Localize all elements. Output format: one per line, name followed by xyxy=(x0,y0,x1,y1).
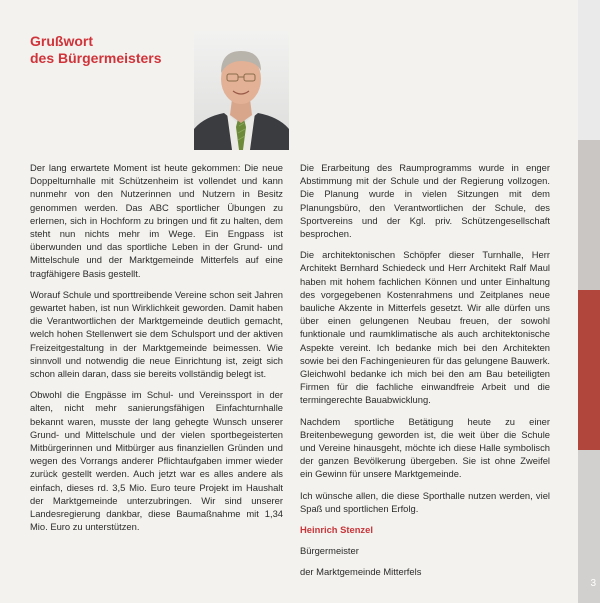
signature-role: Bürgermeister xyxy=(300,545,359,557)
paragraph-planning: Die Erarbeitung des Raumprogramms wurde in enger Abstimmung mit der Schule und der Regierung vollzogen. Die Planung wurde in vielen Sitzungen mit dem Planungsbüro, den Verantwortlichen der Schule, des Sportvereins und der Kgl. priv. Schützengesellschaft besprochen. xyxy=(300,162,550,240)
sidebar-block-gray-bottom xyxy=(578,450,600,603)
paragraph-architects: Die architektonischen Schöpfer dieser Turnhalle, Herr Architekt Bernhard Schiedeck und Herr Architekt Ralf Maul haben mit hohem fachlichen Können und unter Einhaltung des vorgegebenen Kostenrahmens und Zeitplanes neue bauliche Akzente in Mitterfels gesetzt. Wir alle dürfen uns über einen gelungenen Neubau freuen, der sowohl funktionale und raumklimatische als auch architektonische Aspekte vereint. Ich bedanke mich bei den Architekten sowie bei den Fachingenieuren für das gelungene Bauwerk. Gleichwohl bedanke ich mich bei den am Bau beteiligten Firmen für die fachliche einwandfreie Arbeit und die termingerechte Bauabwicklung. xyxy=(300,249,550,406)
title-line-2: des Bürgermeisters xyxy=(30,50,162,66)
left-column xyxy=(30,161,283,541)
signature-org: der Marktgemeinde Mitterfels xyxy=(300,566,422,578)
page-title xyxy=(30,33,162,67)
paragraph-intro: Der lang erwartete Moment ist heute gekommen: Die neue Doppelturnhalle mit Schützenheim ist vollendet und kann nunmehr von den Nutzerinnen und Nutzern in Besitz genommen werden. Das ABC sportlicher Übungen zu erlernen, sich in Hochform zu bringen und fit zu halten, dem steht nun nichts mehr im Wege. Ein Engpass ist überwunden und das sportliche Leben in der Grund- und Mittelschule und der Marktgemeinde Mitterfels auf eine tragfähigere Basis gestellt. xyxy=(30,162,283,279)
color-sidebar xyxy=(578,0,600,603)
sidebar-block-light xyxy=(578,0,600,140)
sidebar-block-gray xyxy=(578,140,600,290)
title-line-1: Grußwort xyxy=(30,33,93,49)
signature-name: Heinrich Stenzel xyxy=(300,524,373,536)
portrait-photo xyxy=(194,31,289,150)
paragraph-dedication: Nachdem sportliche Betätigung heute zu einer Breitenbewegung geworden ist, die weit über die Schule und Vereine hinausgeht, möchte ich diese Halle symbolisch der ganzen Bevölkerung übergeben. Sie ist ohne Zweifel ein Gewinn für unsere Marktgemeinde. xyxy=(300,415,550,480)
paragraph-funding: Obwohl die Engpässe im Schul- und Vereinssport in der alten, nicht mehr sanierungsfähigen Einfachturnhalle bekannt waren, musste der lang gehegte Wunsch unserer Grund- und Mittelschule und der vielen sportbegeisterten Mitbürgerinnen und Mitbürger aus finanziellen Gründen und wegen des Vorrangs anderer Pflichtaufgaben immer wieder zurück gestellt werden. Auch jetzt war es alles andere als einfach, dieses rd. 3,5 Mio. Euro teure Projekt im Haushalt der Marktgemeinde unterzubringen. Wir sind unserer Landesregierung dankbar, diese Baumaßnahme mit 1,34 Mio. Euro zu unterstützen. xyxy=(30,389,283,533)
signature-block xyxy=(300,523,550,579)
paragraph-clubs: Worauf Schule und sporttreibende Vereine schon seit Jahren gewartet haben, ist nun Wirklichkeit geworden. Damit haben die Verantwortlichen der Marktgemeinde deutlich gemacht, welch hohen Stellenwert sie dem Schulsport und der aktiven Freizeitgestaltung in der Marktgemeinde beimessen. Wie sinnvoll und notwendig die neue Einrichtung ist, zeigt sich schon allein daran, dass sie bereits vollständig belegt ist. xyxy=(30,288,283,380)
right-column xyxy=(300,161,550,587)
mayor-portrait xyxy=(194,31,289,150)
paragraph-wishes: Ich wünsche allen, die diese Sporthalle nutzen werden, viel Spaß und sportlichen Erfolg. xyxy=(300,489,550,514)
page-number: 3 xyxy=(590,578,596,589)
sidebar-block-red xyxy=(578,290,600,450)
